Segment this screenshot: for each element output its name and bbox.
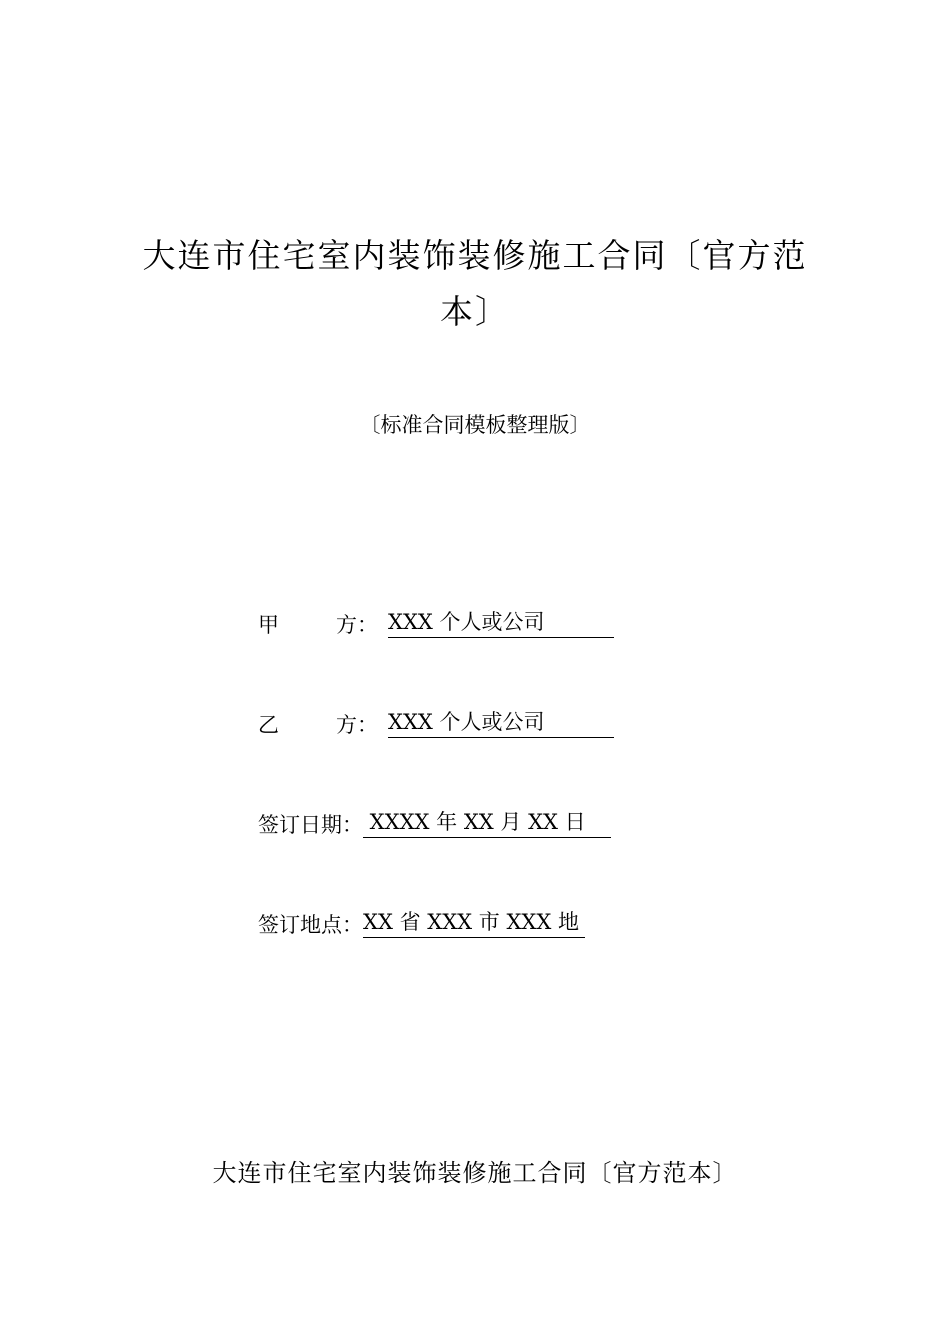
party-b-value: XXX 个人或公司 [388, 707, 614, 738]
footer-title: 大连市住宅室内装饰装修施工合同〔官方范本〕 [212, 1159, 738, 1187]
party-a-value: XXX 个人或公司 [388, 607, 614, 638]
sign-place-row [258, 907, 585, 943]
party-a-label [258, 607, 388, 643]
party-b-label [258, 707, 388, 743]
sign-place-value: XX 省 XXX 市 XXX 地 [363, 907, 585, 938]
party-a-row [258, 607, 614, 643]
title-line-1: 大连市住宅室内装饰装修施工合同〔官方范 [142, 236, 808, 275]
sign-date-row [258, 807, 611, 843]
party-b-label-char2: 方： [336, 713, 378, 737]
party-a-label-char1: 甲 [258, 613, 279, 637]
title-line-2: 本〕 [440, 292, 510, 331]
sign-date-label: 签订日期： [258, 813, 363, 837]
sign-place-label: 签订地点： [258, 913, 363, 937]
document-title [110, 228, 840, 340]
party-b-label-char1: 乙 [258, 713, 279, 737]
sign-date-value: XXXX 年 XX 月 XX 日 [363, 807, 611, 838]
party-a-label-char2: 方： [336, 613, 378, 637]
party-b-row [258, 707, 614, 743]
document-subtitle: 〔标准合同模板整理版〕 [359, 413, 591, 437]
